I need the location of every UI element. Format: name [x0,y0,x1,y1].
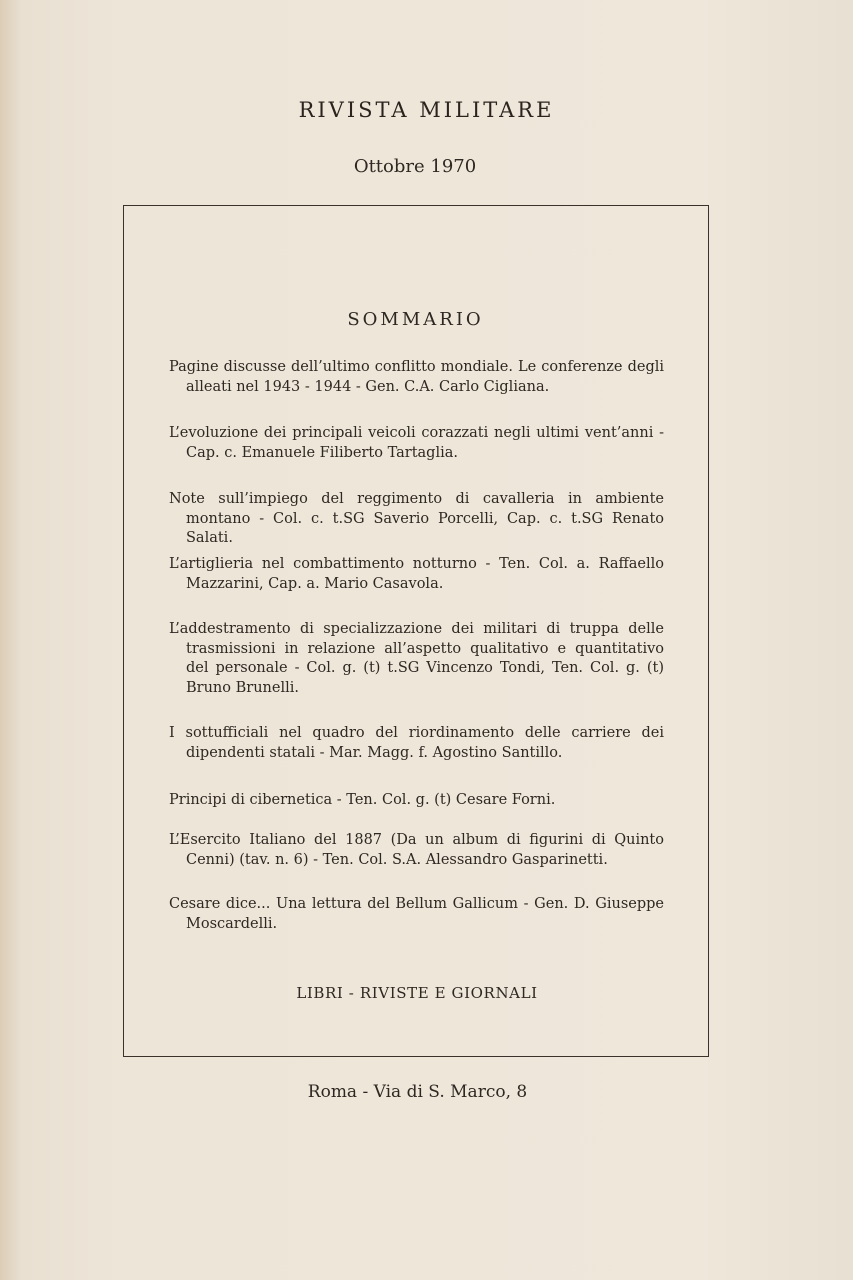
publisher-address: Roma - Via di S. Marco, 8 [307,1082,528,1102]
table-of-contents-frame [123,205,709,1057]
toc-entry: L’artiglieria nel combattimento notturno - Ten. Col. a. Raffaello Mazzarini, Cap. a. Mario Casavola. [169,556,664,592]
toc-footer: LIBRI - RIVISTE E GIORNALI [296,984,538,1002]
magazine-title: RIVISTA MILITARE [298,98,555,122]
toc-heading: SOMMARIO [347,309,484,330]
issue-date: Ottobre 1970 [353,156,477,177]
toc-entry: Pagine discusse dell’ultimo conflitto mondiale. Le conferenze degli alleati nel 1943 - 1944 - Gen. C.A. Carlo Cigliana. [169,359,664,395]
toc-entry: L’evoluzione dei principali veicoli corazzati negli ultimi vent’anni - Cap. c. Emanuele Filiberto Tartaglia. [169,425,664,461]
toc-entry: Note sull’impiego del reggimento di cavalleria in ambiente montano - Col. c. t.SG Saverio Porcelli, Cap. c. t.SG Renato Salati. [169,491,664,546]
toc-entry: I sottufficiali nel quadro del riordinamento delle carriere dei dipendenti statali - Mar. Magg. f. Agostino Santillo. [169,725,664,761]
toc-entry: Principi di cibernetica - Ten. Col. g. (t) Cesare Forni. [169,792,556,808]
toc-entry: L’Esercito Italiano del 1887 (Da un album di figurini di Quinto Cenni) (tav. n. 6) - Ten. Col. S.A. Alessandro Gasparinetti. [169,832,664,868]
toc-entry: L’addestramento di specializzazione dei militari di truppa delle trasmissioni in relazione all’aspetto qualitativo e quantitativo del personale - Col. g. (t) t.SG Vincenzo Tondi, Ten. Col. g. (t) Bruno Brunelli. [169,621,664,696]
toc-entry: Cesare dice... Una lettura del Bellum Gallicum - Gen. D. Giuseppe Moscardelli. [169,896,664,932]
